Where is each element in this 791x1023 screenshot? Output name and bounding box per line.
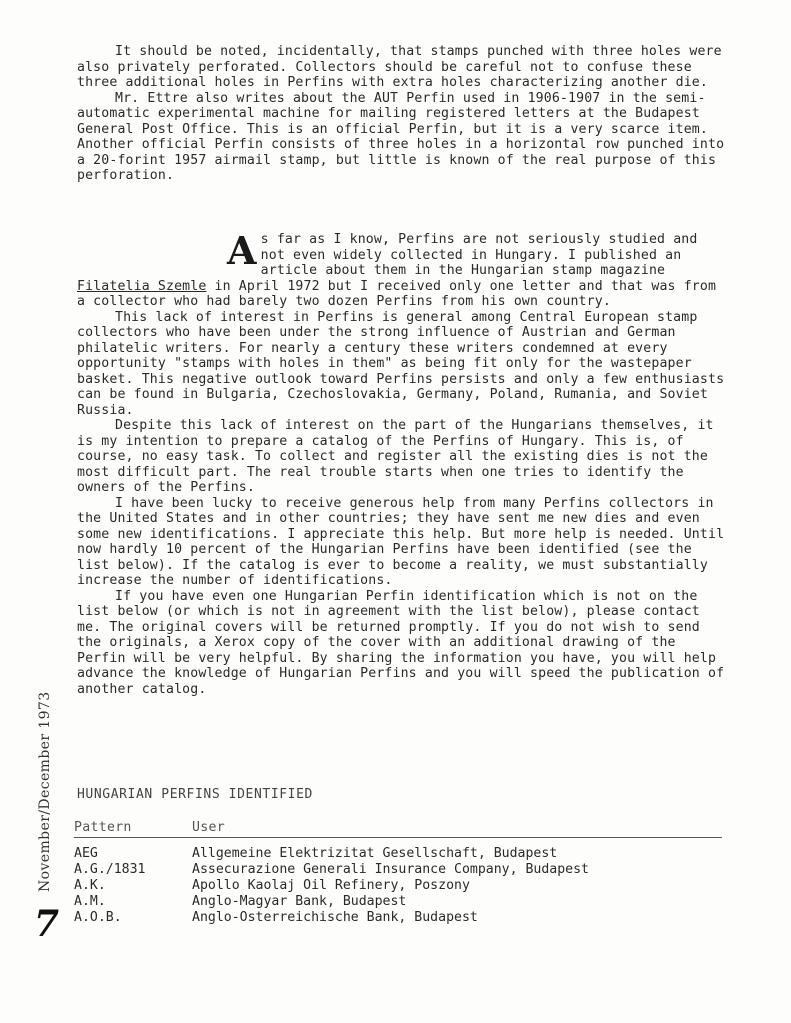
user-cell: Anglo-Osterreichische Bank, Budapest (192, 910, 478, 925)
article-text-block (77, 228, 727, 697)
table-row (74, 838, 722, 863)
user-cell: Apollo Kaolaj Oil Refinery, Poszony (192, 878, 470, 893)
pattern-cell: AEG (74, 846, 98, 861)
paragraph: Mr. Ettre also writes about the AUT Perfin used in 1906-1907 in the semi-automatic experimental machine for mailing registered letters at the Budapest General Post Office. This is an official Perfin, but it is a very scarce item. Another official Perfin consists of three holes in a horizontal row punched into a 20-forint 1957 airmail stamp, but little is known of the real purpose of this perforation. (77, 90, 725, 183)
pattern-cell: A.G./1831 (74, 862, 146, 877)
paragraph-with-dropcap (77, 228, 727, 310)
table-row (74, 894, 722, 910)
user-cell: Anglo-Magyar Bank, Budapest (192, 894, 407, 909)
user-cell: Assecurazione Generali Insurance Company, Budapest (192, 862, 589, 877)
paragraph: I have been lucky to receive generous help from many Perfins collectors in the United States and in other countries; they have sent me new dies and even some new identifications. I appreciate this help. But more help is needed. Until now hardly 10 percent of the Hungarian Perfins have been identified (see the list below). If the catalog is ever to become a reality, we must substantially increase the number of identifications. (77, 495, 725, 588)
paragraph: Despite this lack of interest on the part of the Hungarians themselves, it is my intention to prepare a catalog of the Perfins of Hungary. This is, of course, no easy task. To collect and register all the existing dies is not the most difficult part. The real trouble starts when one tries to identify the owners of the Perfins. (77, 418, 714, 495)
paragraph: It should be noted, incidentally, that stamps punched with three holes were also privately perforated. Collectors should be careful not to confuse these three additional holes in Perfins with extra holes characterizing another die. (77, 44, 722, 90)
drop-cap-letter: A (227, 228, 257, 273)
user-cell: Allgemeine Elektrizitat Gesellschaft, Budapest (192, 846, 558, 861)
paragraph: If you have even one Hungarian Perfin identification which is not on the list below (or which is not in agreement with the list below), please contact me. The original covers will be returned promptly. If you do not wish to send the originals, a Xerox copy of the cover with an additional drawing of the Perfin will be very helpful. By sharing the information you have, you will help advance the knowledge of Hungarian Perfins and you will speed the publication of another catalog. (77, 588, 725, 697)
paragraph: This lack of interest in Perfins is general among Central European stamp collectors who have been under the strong influence of Austrian and German philatelic writers. For nearly a century these writers condemned at every opportunity "stamps with holes in them" as being fit only for the wastepaper basket. This negative outlook toward Perfins persists and only a few enthusiasts can be found in Bulgaria, Czechoslovakia, Germany, Poland, Rumania, and Soviet Russia. (77, 309, 725, 418)
magazine-title: Filatelia Szemle (77, 278, 207, 294)
pattern-cell: A.M. (74, 894, 106, 909)
table-row (74, 878, 722, 894)
pattern-cell: A.K. (74, 878, 106, 893)
column-header-pattern: Pattern (74, 820, 192, 838)
table-row (74, 862, 722, 878)
perfin-table (74, 820, 722, 926)
issue-date-margin: November/December 1973 (37, 691, 53, 892)
page-number: 7 (34, 903, 60, 945)
paragraph-text: s far as I know, Perfins are not seriously studied and not even widely collected in Hungary. I published an article about them in the Hungarian stamp magazine (260, 232, 698, 278)
table-header-row (74, 820, 722, 838)
paragraph-text: in April 1972 but I received only one letter and that was from a collector who had barely two dozen Perfins from his own country. (77, 278, 717, 309)
pattern-cell: A.O.B. (74, 910, 122, 925)
column-header-user: User (192, 820, 722, 838)
intro-text-block (77, 44, 727, 184)
table-row (74, 910, 722, 926)
list-heading: HUNGARIAN PERFINS IDENTIFIED (77, 787, 313, 802)
